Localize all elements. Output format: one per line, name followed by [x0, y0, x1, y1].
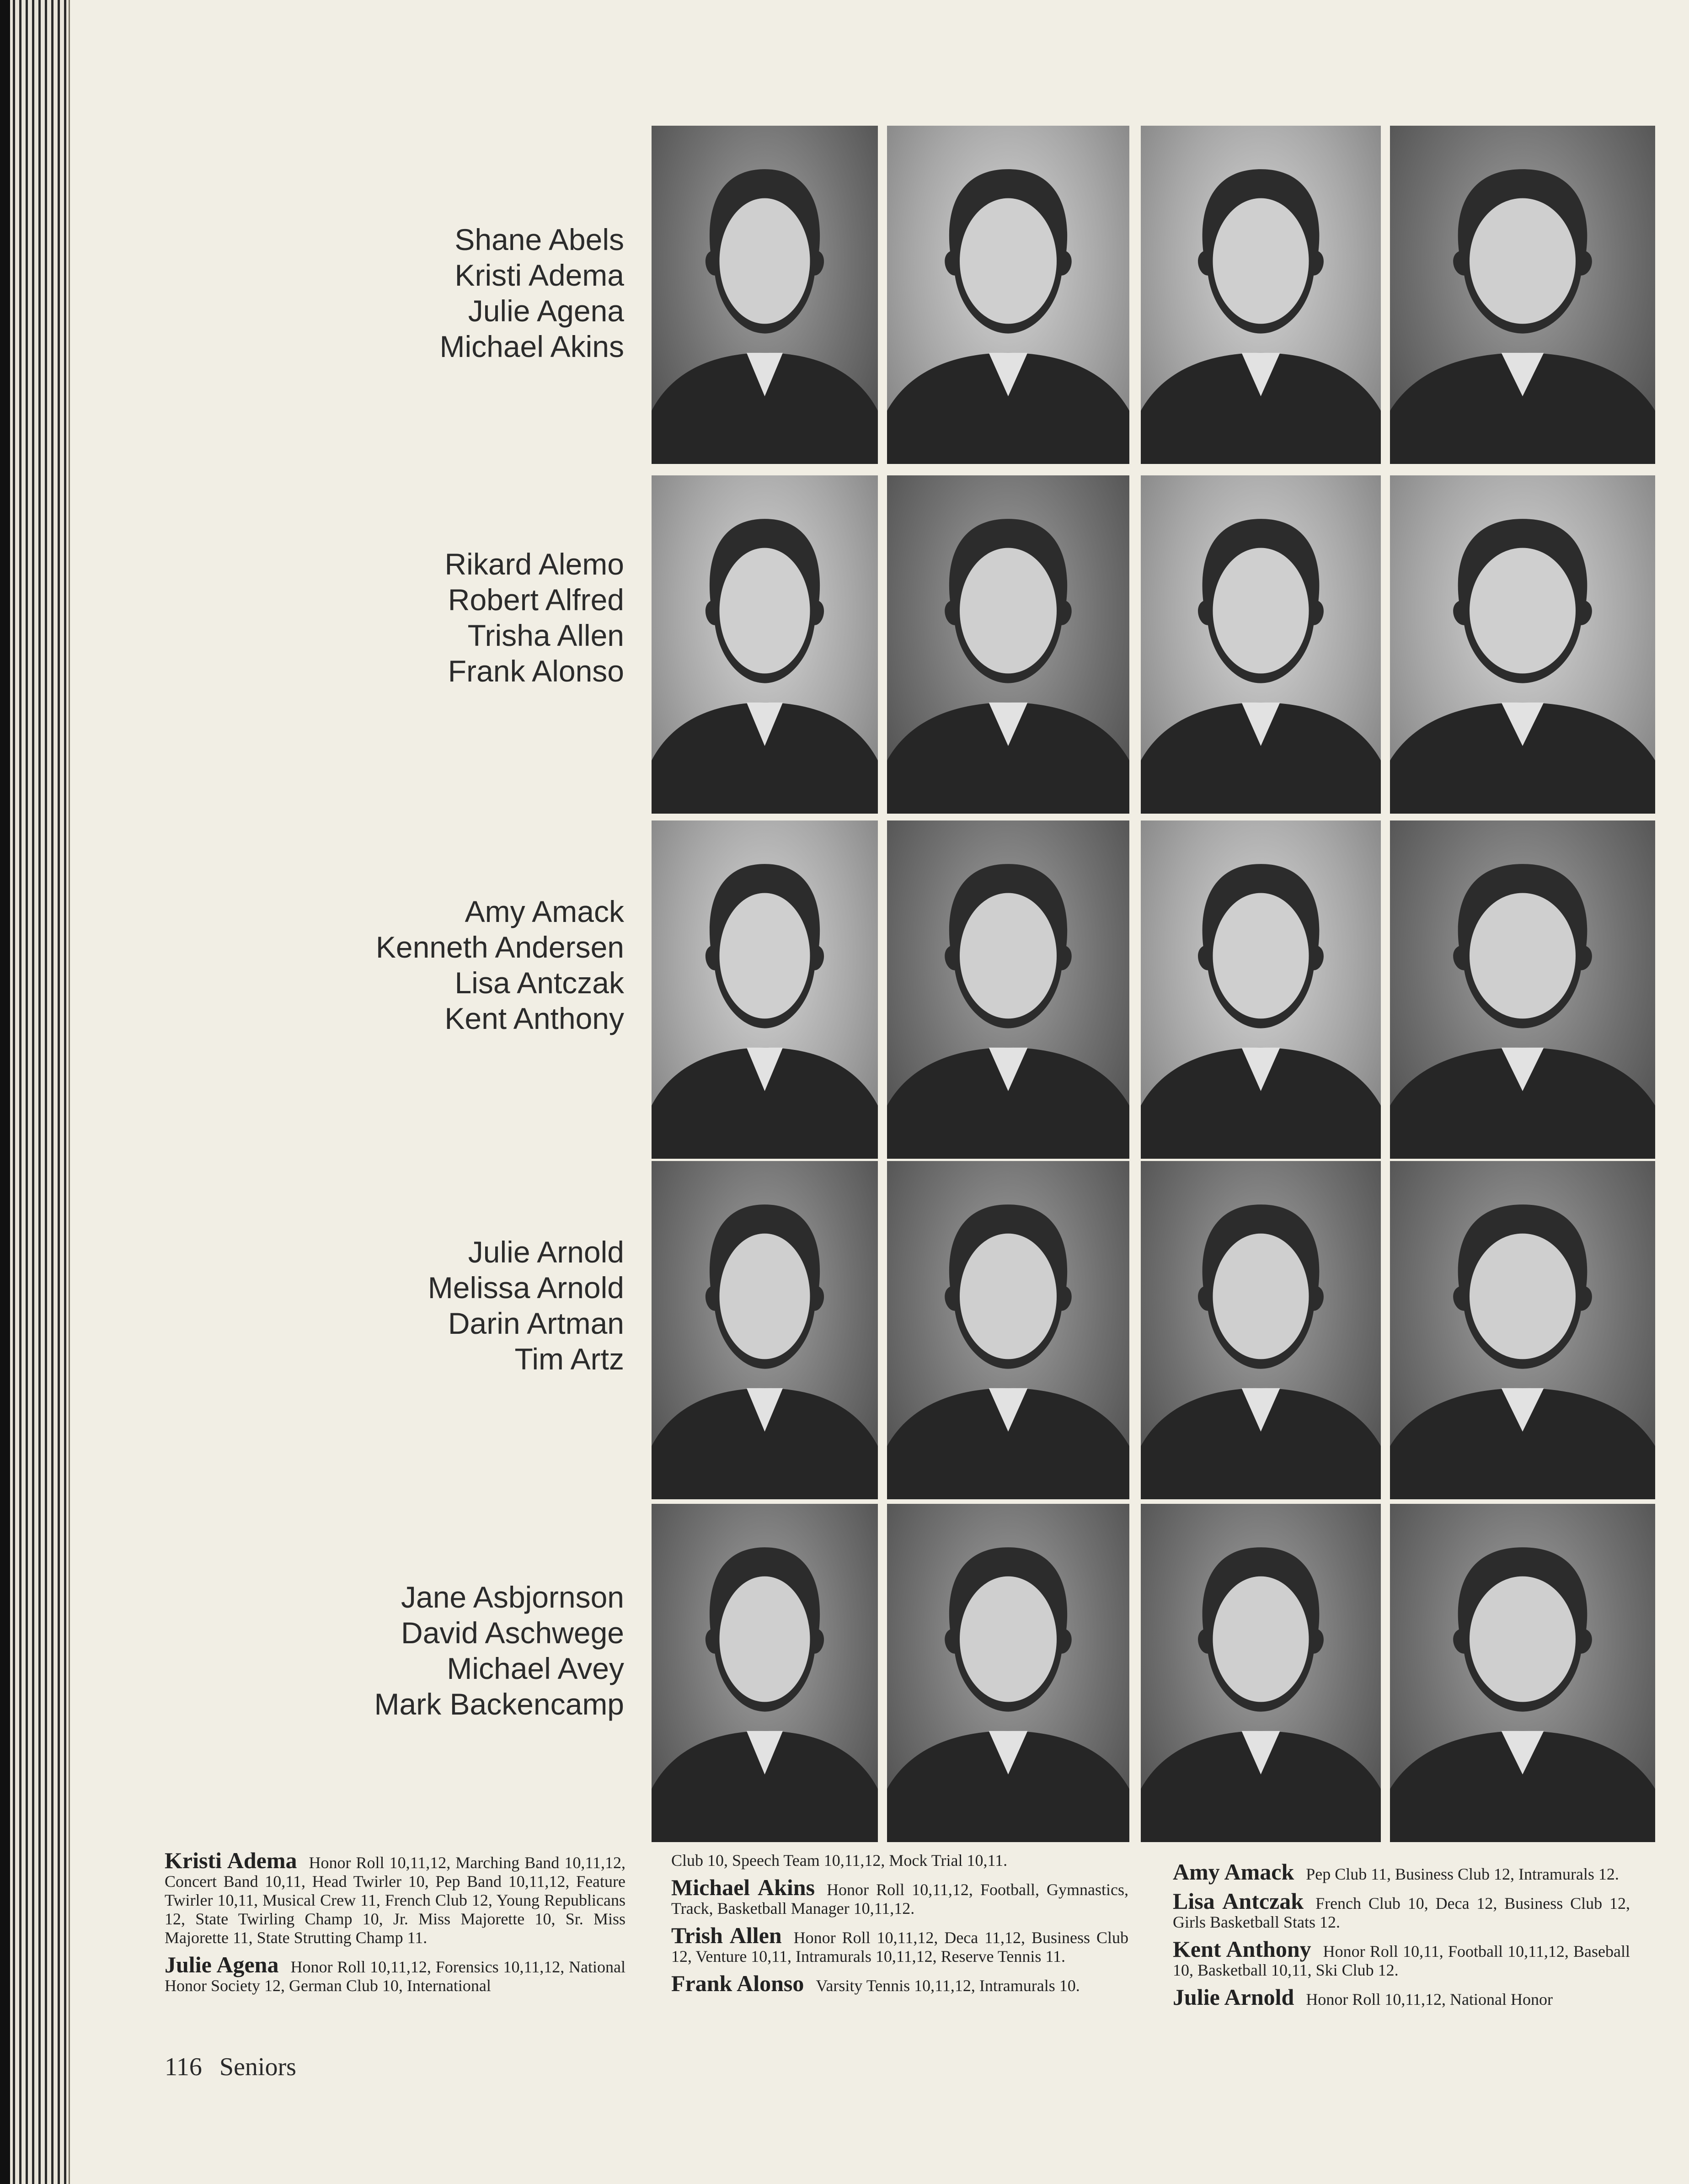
portrait-photo [1390, 1161, 1655, 1499]
portrait-photo [1141, 1161, 1381, 1499]
name-label: Lisa Antczak [454, 966, 624, 1000]
name-label: Kristi Adema [454, 258, 624, 292]
bio-entry [1173, 1936, 1630, 1980]
bio-text: Club 10, Speech Team 10,11,12, Mock Trial 10,11. [671, 1851, 1008, 1870]
bio-text: Honor Roll 10,11,12, Marching Band 10,11,12, Concert Band 10,11, Head Twirler 10, Pep Band 10,11,12, Feature Twirler 10,11, Musical Crew 11, French Club 12, Young Republicans 12, State Twirling Champ 10, Jr. Miss Majorette 10, Sr. Miss Majorette 11, State Strutting Champ 11. [165, 1854, 625, 1947]
portrait-photo [1141, 820, 1381, 1159]
portrait-photo [1141, 1504, 1381, 1842]
bio-text: Honor Roll 10,11,12, Football, Gymnastics, Track, Basketball Manager 10,11,12. [671, 1880, 1129, 1918]
page-edges [0, 0, 70, 2184]
name-label: Amy Amack [465, 895, 624, 928]
name-label: Trisha Allen [467, 618, 624, 652]
bio-text: Honor Roll 10,11,12, National Honor [1306, 1990, 1553, 2008]
name-label: Michael Akins [439, 330, 624, 363]
bio-name: Amy Amack [1173, 1859, 1294, 1885]
bio-entry [165, 1848, 625, 1947]
name-label: Kent Anthony [444, 1001, 624, 1035]
portrait-photo [1141, 126, 1381, 464]
portrait-photo [652, 1161, 878, 1499]
name-label: Shane Abels [454, 223, 624, 256]
name-block-row-3 [274, 894, 624, 1036]
bio-entry [671, 1971, 1128, 1996]
bio-name: Lisa Antczak [1173, 1888, 1304, 1914]
name-label: Darin Artman [448, 1306, 624, 1340]
portrait-photo [1390, 1504, 1655, 1842]
bio-column-2 [671, 1851, 1128, 2003]
name-label: Kenneth Andersen [375, 930, 624, 964]
bio-name: Frank Alonso [671, 1971, 804, 1996]
bio-name: Kristi Adema [165, 1848, 297, 1873]
bio-column-1 [165, 1848, 625, 2003]
bio-entry [165, 1952, 625, 1995]
bio-text: Honor Roll 10,11,12, Deca 11,12, Business Club 12, Venture 10,11, Intramurals 10,11,12, Reserve Tennis 11. [671, 1928, 1128, 1966]
section-name: Seniors [219, 2053, 296, 2081]
name-label: Julie Arnold [468, 1235, 624, 1269]
portrait-photo [1390, 820, 1655, 1159]
name-label: Melissa Arnold [428, 1271, 624, 1305]
portrait-photo [1390, 475, 1655, 814]
bio-entry [671, 1875, 1129, 1918]
name-label: Tim Artz [514, 1342, 624, 1376]
bio-text: Honor Roll 10,11, Football 10,11,12, Baseball 10, Basketball 10,11, Ski Club 12. [1173, 1942, 1630, 1979]
portrait-photo [652, 475, 878, 814]
bio-entry [1173, 1859, 1630, 1885]
portrait-photo [652, 820, 878, 1159]
portrait-photo [887, 820, 1129, 1159]
name-label: Robert Alfred [448, 583, 624, 617]
bio-entry [671, 1923, 1128, 1966]
name-label: David Aschwege [401, 1616, 624, 1650]
name-label: Frank Alonso [448, 654, 624, 688]
name-block-row-1 [274, 222, 624, 364]
portrait-photo [887, 1161, 1129, 1499]
portrait-photo [652, 126, 878, 464]
name-label: Mark Backencamp [374, 1687, 624, 1721]
portrait-photo [1141, 475, 1381, 814]
bio-name: Trish Allen [671, 1923, 782, 1948]
portrait-photo [887, 1504, 1129, 1842]
bio-entry [671, 1851, 1128, 1870]
bio-text: Varsity Tennis 10,11,12, Intramurals 10. [816, 1976, 1080, 1995]
bio-entry [1173, 1984, 1630, 2010]
page-number: 116 [165, 2053, 202, 2081]
bio-name: Michael Akins [671, 1875, 815, 1900]
bio-text: Pep Club 11, Business Club 12, Intramurals 12. [1306, 1865, 1619, 1883]
bio-text: Honor Roll 10,11,12, Forensics 10,11,12, National Honor Society 12, German Club 10, International [165, 1958, 625, 1995]
page-footer [165, 2052, 314, 2082]
name-block-row-5 [274, 1579, 624, 1722]
name-block-row-2 [274, 546, 624, 689]
bio-entry [1173, 1888, 1630, 1932]
name-label: Michael Avey [447, 1651, 624, 1685]
portrait-photo [887, 126, 1129, 464]
name-label: Rikard Alemo [444, 547, 624, 581]
portrait-photo [1390, 126, 1655, 464]
bio-name: Julie Agena [165, 1952, 279, 1977]
name-block-row-4 [274, 1234, 624, 1377]
portrait-photo [652, 1504, 878, 1842]
name-label: Julie Agena [468, 294, 624, 328]
bio-text: French Club 10, Deca 12, Business Club 12, Girls Basketball Stats 12. [1173, 1894, 1630, 1931]
portrait-photo [887, 475, 1129, 814]
bio-name: Kent Anthony [1173, 1936, 1311, 1962]
name-label: Jane Asbjornson [401, 1580, 624, 1614]
bio-name: Julie Arnold [1173, 1984, 1294, 2010]
bio-column-3 [1173, 1859, 1630, 2017]
